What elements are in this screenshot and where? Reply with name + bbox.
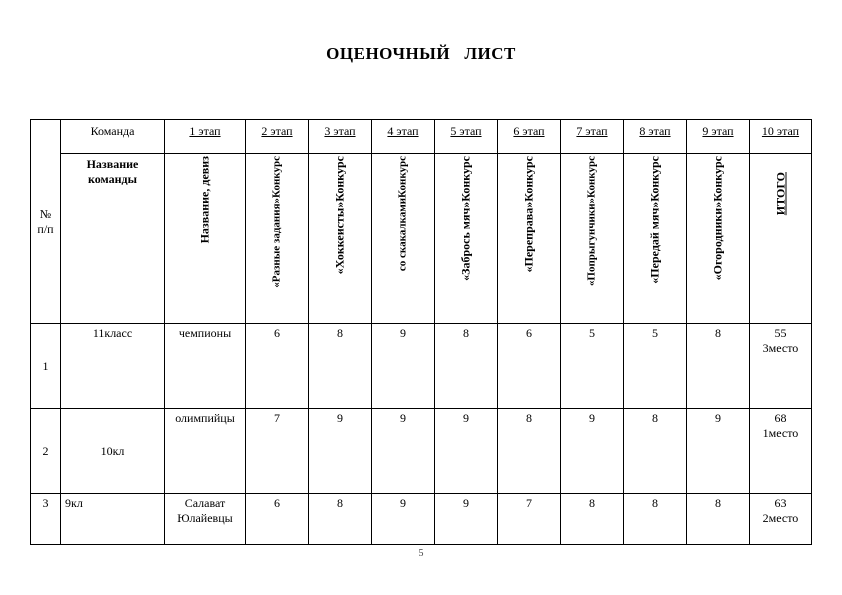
score-cell: 8: [624, 494, 687, 545]
total-score: 63: [774, 496, 787, 510]
score-cell: 7: [498, 494, 561, 545]
contest-9-label: «Огородники»Конкурс: [710, 156, 725, 281]
contest-2-label: «Разные задания»Конкурс: [270, 156, 283, 288]
score-cell: 8: [435, 324, 498, 409]
row-number: 1: [31, 324, 61, 409]
contest-6-cell: [498, 154, 561, 324]
contest-8-label: «Передай мяч»Конкурс: [647, 156, 662, 284]
score-cell: 9: [561, 409, 624, 494]
score-cell: 9: [687, 409, 750, 494]
contest-3-label: «Хоккеисты»Конкурс: [332, 156, 347, 275]
team-cell: 10кл: [61, 409, 165, 494]
place: 1место: [762, 426, 799, 440]
motto-cell: Салават Юлайевцы: [165, 494, 246, 545]
table-row: [31, 324, 812, 409]
contest-7-label: «Попрыгунчики»Конкурс: [585, 156, 598, 287]
contest-3-cell: [309, 154, 372, 324]
score-cell: 6: [246, 324, 309, 409]
stage-4-header: 4 этап: [372, 120, 435, 154]
row-number: 2: [31, 409, 61, 494]
contest-1-cell: [165, 154, 246, 324]
stage-8-header: 8 этап: [624, 120, 687, 154]
contest-9-cell: [687, 154, 750, 324]
team-cell: 11класс: [61, 324, 165, 409]
stage-6-header: 6 этап: [498, 120, 561, 154]
team-header: Команда: [61, 120, 165, 154]
place: 2место: [762, 511, 799, 525]
table-row: [31, 494, 812, 545]
stage-10-header: 10 этап: [750, 120, 812, 154]
contest-header-row: [31, 154, 812, 324]
score-cell: 6: [498, 324, 561, 409]
result-header-label: ИТОГО: [773, 172, 787, 216]
team-name-header-line2: команды: [88, 172, 137, 186]
score-cell: 8: [561, 494, 624, 545]
contest-5-label: «Забрось мяч»Конкурс: [458, 156, 473, 281]
score-cell: 9: [435, 494, 498, 545]
number-header: [31, 120, 61, 324]
score-cell: 8: [309, 494, 372, 545]
row-number: 3: [31, 494, 61, 545]
contest-6-label: «Переправа»Конкурс: [521, 156, 536, 273]
score-sheet-table: [30, 119, 812, 545]
page-title: ОЦЕНОЧНЫЙ ЛИСТ: [326, 44, 516, 63]
score-cell: 5: [561, 324, 624, 409]
stage-7-header: 7 этап: [561, 120, 624, 154]
result-header-cell: [750, 154, 812, 324]
score-cell: 8: [687, 324, 750, 409]
motto-cell: олимпийцы: [165, 409, 246, 494]
stage-header-row: [31, 120, 812, 154]
team-name-header: [61, 154, 165, 324]
stage-2-header: 2 этап: [246, 120, 309, 154]
contest-2-cell: [246, 154, 309, 324]
contest-4-cell: [372, 154, 435, 324]
page-number: 5: [418, 548, 424, 559]
score-cell: 8: [687, 494, 750, 545]
total-cell: [750, 324, 812, 409]
score-cell: 9: [372, 409, 435, 494]
contest-1-label: Название, девиз: [197, 156, 212, 244]
number-sign: №: [39, 206, 52, 221]
score-cell: 9: [372, 324, 435, 409]
score-cell: 8: [624, 409, 687, 494]
team-cell: 9кл: [61, 494, 165, 545]
score-cell: 8: [498, 409, 561, 494]
stage-5-header: 5 этап: [435, 120, 498, 154]
stage-1-header: 1 этап: [165, 120, 246, 154]
score-cell: 6: [246, 494, 309, 545]
score-cell: 5: [624, 324, 687, 409]
motto-cell: чемпионы: [165, 324, 246, 409]
table-row: [31, 409, 812, 494]
contest-5-cell: [435, 154, 498, 324]
total-score: 68: [774, 411, 787, 425]
score-cell: 9: [372, 494, 435, 545]
place: 3место: [762, 341, 799, 355]
score-cell: 9: [435, 409, 498, 494]
number-abbrev: п/п: [37, 221, 54, 236]
score-cell: 7: [246, 409, 309, 494]
team-name-header-line1: Название: [86, 157, 139, 171]
score-cell: 8: [309, 324, 372, 409]
contest-4-label: со скакалкамиКонкурс: [396, 156, 409, 272]
stage-3-header: 3 этап: [309, 120, 372, 154]
contest-8-cell: [624, 154, 687, 324]
total-score: 55: [774, 326, 787, 340]
total-cell: [750, 494, 812, 545]
contest-7-cell: [561, 154, 624, 324]
total-cell: [750, 409, 812, 494]
stage-9-header: 9 этап: [687, 120, 750, 154]
score-cell: 9: [309, 409, 372, 494]
